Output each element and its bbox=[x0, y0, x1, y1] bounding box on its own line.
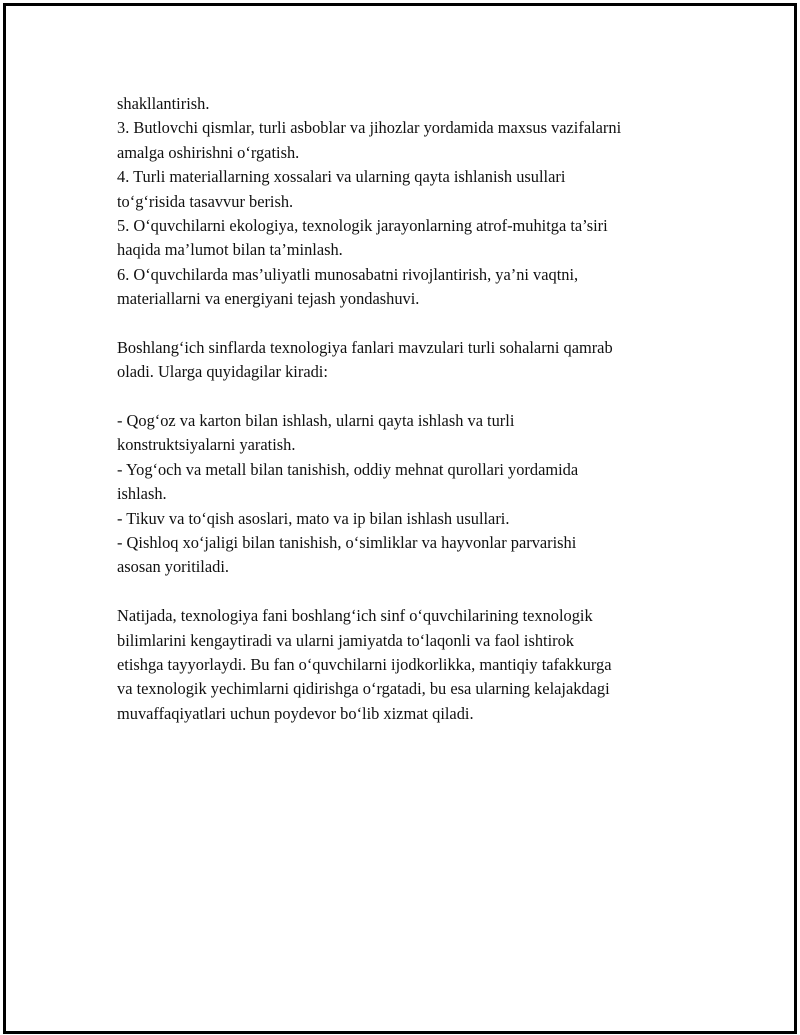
list-item-4: 4. Turli materiallarning xossalari va ularning qayta ishlanish usullari bbox=[117, 167, 566, 187]
text-line: va texnologik yechimlarni qidirishga o‘rgatadi, bu esa ularning kelajakdagi bbox=[117, 679, 610, 699]
text-line: ishlash. bbox=[117, 484, 167, 504]
paragraph-gap bbox=[117, 385, 717, 409]
text-line: materiallarni va energiyani tejash yondashuvi. bbox=[117, 289, 420, 309]
text-line: haqida ma’lumot bilan ta’minlash. bbox=[117, 240, 343, 260]
text-line: oladi. Ularga quyidagilar kiradi: bbox=[117, 362, 328, 382]
objectives-list-paragraph bbox=[117, 92, 717, 312]
bullet-item-sewing: - Tikuv va to‘qish asoslari, mato va ip bilan ishlash usullari. bbox=[117, 508, 510, 528]
text-line: asosan yoritiladi. bbox=[117, 557, 229, 577]
list-item-6: 6. O‘quvchilarda mas’uliyatli munosabatni rivojlantirish, ya’ni vaqtni, bbox=[117, 264, 579, 284]
list-item-5: 5. O‘quvchilarni ekologiya, texnologik jarayonlarning atrof-muhitga ta’siri bbox=[117, 215, 608, 235]
text-line: bilimlarini kengaytiradi va ularni jamiyatda to‘laqonli va faol ishtirok bbox=[117, 630, 574, 650]
paragraph-gap bbox=[117, 580, 717, 604]
text-line: etishga tayyorlaydi. Bu fan o‘quvchilarni ijodkorlikka, mantiqiy tafakkurga bbox=[117, 654, 612, 674]
topics-intro-paragraph bbox=[117, 336, 717, 385]
text-line: konstruktsiyalarni yaratish. bbox=[117, 435, 296, 455]
text-line: Boshlang‘ich sinflarda texnologiya fanlari mavzulari turli sohalarni qamrab bbox=[117, 337, 613, 357]
conclusion-paragraph bbox=[117, 604, 717, 726]
bullet-item-wood-metal: - Yog‘och va metall bilan tanishish, oddiy mehnat qurollari yordamida bbox=[117, 459, 579, 479]
bullet-item-paper: - Qog‘oz va karton bilan ishlash, ularni qayta ishlash va turli bbox=[117, 411, 515, 431]
text-line: Natijada, texnologiya fani boshlang‘ich sinf o‘quvchilarining texnologik bbox=[117, 606, 593, 626]
document-body bbox=[117, 92, 717, 726]
text-line: amalga oshirishni o‘rgatish. bbox=[117, 142, 300, 162]
list-item-3: 3. Butlovchi qismlar, turli asboblar va jihozlar yordamida maxsus vazifalarni bbox=[117, 118, 622, 138]
text-line: shakllantirish. bbox=[117, 94, 210, 113]
bullet-item-agriculture: - Qishloq xo‘jaligi bilan tanishish, o‘simliklar va hayvonlar parvarishi bbox=[117, 533, 577, 553]
paragraph-gap bbox=[117, 312, 717, 336]
text-line: to‘g‘risida tasavvur berish. bbox=[117, 191, 294, 211]
topics-list-paragraph bbox=[117, 409, 717, 580]
text-line: muvaffaqiyatlari uchun poydevor bo‘lib xizmat qiladi. bbox=[117, 703, 474, 723]
